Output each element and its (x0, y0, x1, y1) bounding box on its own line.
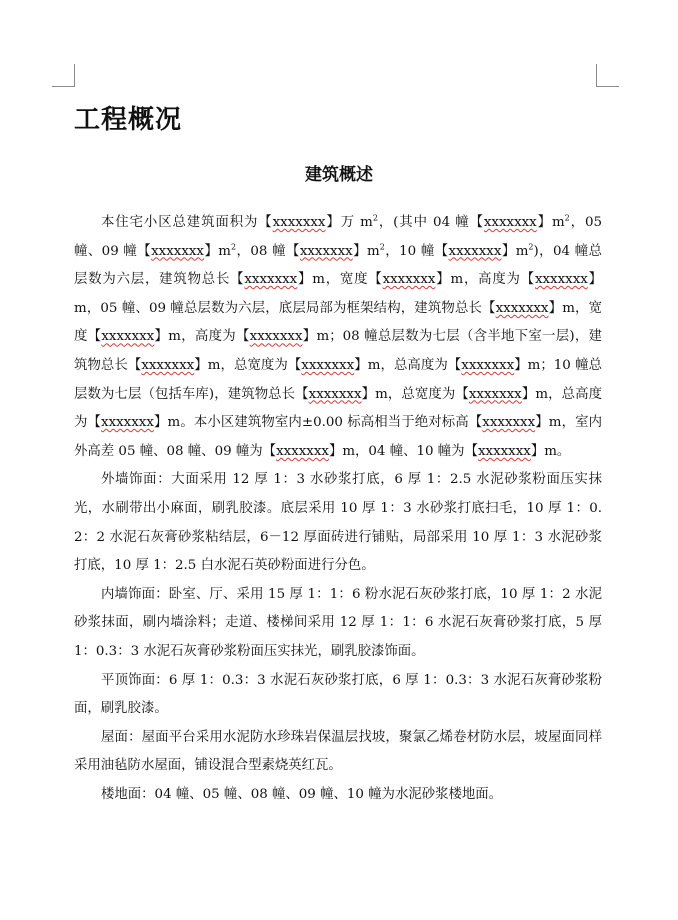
paragraph-floor: 楼地面：04 幢、05 幢、08 幢、09 幢、10 幢为水泥砂浆楼地面。 (101, 786, 503, 802)
paragraph-roof: 屋面：屋面平台采用水泥防水珍珠岩保温层找坡，聚氯乙烯卷材防水层，坡屋面同样采用油毡防水屋面，铺设混合型素烧英红瓦。 (74, 729, 602, 774)
top-left-crop-mark (52, 64, 75, 87)
placeholder-value: xxxxxxx (308, 386, 362, 402)
placeholder-value: xxxxxxx (301, 357, 355, 373)
paragraph-building-overview: 本住宅小区总建筑面积为【xxxxxxx】万 $m^2$，(其中 04 幢【xxxxxxx】$m^2$，05 幢、09 幢【xxxxxxx】$m^2$，08 幢【xxxxxxx】$m^2$，10 幢【xxxxxxx】$m^2$)，04 幢总层数为六层，建筑物总长【xxxxxxx】m，宽度【xxxxxxx】m，高度为【xxxxxxx】m，05 幢、09 幢总层数为六层，底层局部为框架结构，建筑物总长【xxxxxxx】m，宽度【xxxxxxx】m，高度为【xxxxxxx】m；08 幢总层数为七层（含半地下室一层)，建筑物总长【xxxxxxx】m，总宽度为【xxxxxxx】m，总高度为【xxxxxxx】m；10 幢总层数为七层（包括车库)，建筑物总长【xxxxxxx】m，总宽度为【xxxxxxx】m，总高度为【xxxxxxx】m。本小区建筑物室内±0.00 标高相当于绝对标高【xxxxxxx】m，室内外高差 05 幢、08 幢、09 幢为【xxxxxxx】m，04 幢、10 幢为【xxxxxxx】m。 (74, 213, 603, 459)
placeholder-value: xxxxxxx (101, 415, 154, 431)
document-heading: 工程概况 (74, 105, 183, 135)
placeholder-value: xxxxxxx (141, 357, 195, 373)
placeholder-value: xxxxxxx (448, 243, 502, 259)
placeholder-value: xxxxxxx (382, 272, 436, 288)
placeholder-value: xxxxxxx (477, 443, 531, 459)
placeholder-value: xxxxxxx (101, 329, 155, 345)
document-body (74, 209, 602, 809)
placeholder-value: xxxxxxx (299, 243, 353, 259)
placeholder-value: xxxxxxx (276, 443, 329, 459)
paragraph-ceiling: 平顶饰面：6 厚 1：0.3：3 水泥石灰砂浆打底，6 厚 1：0.3：3 水泥石灰膏砂浆粉面，刷乳胶漆。 (74, 672, 602, 717)
placeholder-value: xxxxxxx (483, 215, 537, 230)
top-right-crop-mark (596, 64, 619, 87)
placeholder-value: xxxxxxx (272, 215, 326, 230)
placeholder-value: xxxxxxx (461, 357, 515, 373)
placeholder-value: xxxxxxx (482, 415, 536, 431)
placeholder-value: xxxxxxx (249, 329, 303, 345)
paragraph-exterior-wall: 外墙饰面：大面采用 12 厚 1：3 水砂浆打底，6 厚 1：2.5 水泥砂浆粉面压实抹光，水刷带出小麻面，刷乳胶漆。底层采用 10 厚 1：3 水砂浆打底扫毛，10 厚 1：0.2：2 水泥石灰膏砂浆粘结层，6－12 厚面砖进行铺贴，局部采用 10 厚 1：3 水泥砂浆打底，10 厚 1：2.5 白水泥石英砂粉面进行分色。 (74, 472, 602, 574)
placeholder-value: xxxxxxx (468, 386, 522, 402)
placeholder-value: xxxxxxx (151, 243, 204, 259)
paragraph-interior-wall: 内墙饰面：卧室、厅、采用 15 厚 1：1：6 粉水泥石灰砂浆打底，10 厚 1：2 水泥砂浆抹面，刷内墙涂料；走道、楼梯间采用 12 厚 1：1：6 水泥石灰膏砂浆打底，5 厚 1：0.3：3 水泥石灰膏砂浆粉面压实抹光，刷乳胶漆饰面。 (74, 586, 602, 659)
placeholder-value: xxxxxxx (495, 300, 549, 316)
placeholder-value: xxxxxxx (534, 272, 588, 288)
placeholder-value: xxxxxxx (244, 272, 298, 288)
section-title: 建筑概述 (305, 165, 373, 185)
